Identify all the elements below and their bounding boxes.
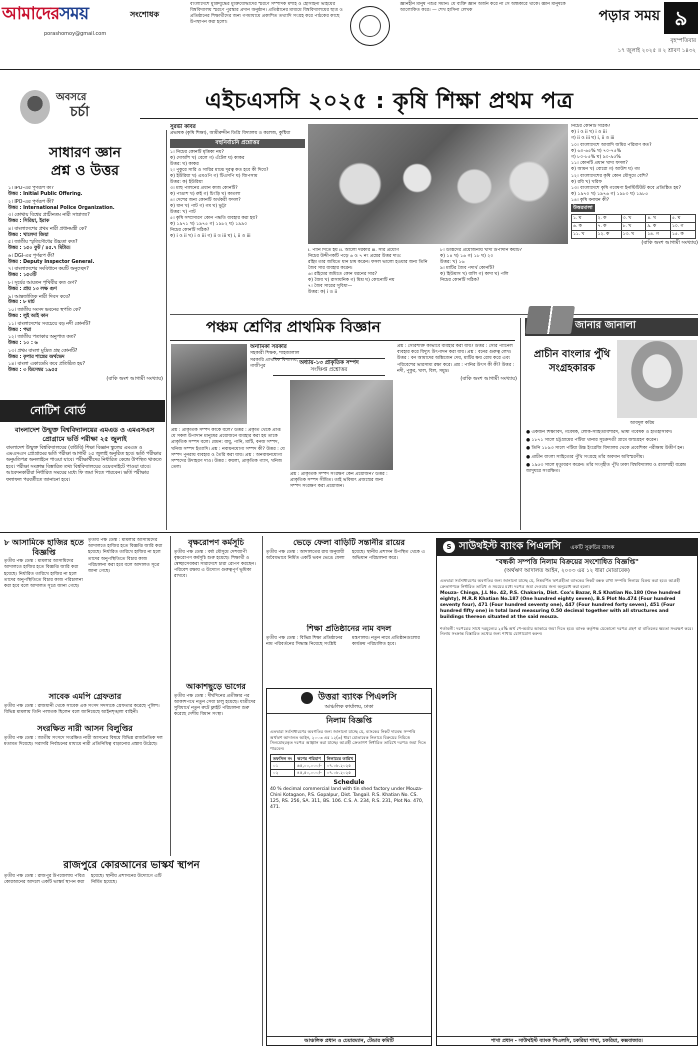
gk-question: ১৩। প্রথম বাংলা মুদ্রিত গ্রন্থ কোনটি?: [8, 348, 78, 354]
dateline: ১৭ জুলাই ২০২৫ ॥ ২ শ্রাবণ ১৪৩২: [617, 48, 696, 54]
jane-fact-text: একজন শিক্ষাবিদ, গবেষক, লোক-সাহিত্যবিশারদ, ভাষা গবেষক ও ইতিহাসবিদ।: [531, 430, 673, 435]
news-headline: ৮ আসামিকে হাজির হতে বিজ্ঞপ্তি: [4, 538, 84, 557]
auction-cell: ৪৫,৫০,০০০/-: [295, 769, 325, 776]
mcq-line: ক) i ও ii খ) i ও iii গ) ii ও iii ঘ) i, ii ও iii: [170, 233, 251, 239]
answer-cell: ৬. ক: [572, 223, 597, 231]
auction-cell: তফসিল নং: [271, 755, 295, 762]
hsc-headline: এইচএসসি ২০২৫ : কৃষি শিক্ষা প্রথম পত্র: [205, 89, 574, 114]
gk-answer: উত্তর : ১৫৩টি: [8, 273, 37, 279]
answer-cell: ২. ক: [596, 215, 621, 223]
notice-body: বাংলাদেশ উন্মুক্ত বিশ্ববিদ্যালয়ের (বাউবি) শিক্ষা বিজ্ঞান স্কুলের এমএড ও এমএসএস প্রোগ্রামের ভর্তি পরীক্ষা আগামী ২৫ জুলাই অনুষ্ঠিত হবে। ভর্তি পরীক্ষার অনুমতিপত্র অনলাইনে পাওয়া যাবে। পরীক্ষার্থীদের নির্ধারিত কেন্দ্রে উপস্থিত থাকতে হবে। পরীক্ষা সংক্রান্ত বিস্তারিত তথ্য বিশ্ববিদ্যালয়ের ওয়েবসাইটে পাওয়া যাবে। আবেদনকারীরা নির্ধারিত সময়ের মধ্যে ফি জমা দিতে পারবেন। ভর্তি পরীক্ষার ফলাফল পরবর্তীতে জানানো হবে।: [6, 445, 162, 483]
gk-list: [8, 186, 163, 386]
publication-logo[interactable]: [2, 4, 110, 37]
answer-cell: ১৩. খ: [621, 231, 646, 239]
jane-fact: [526, 438, 698, 444]
masthead: [0, 0, 700, 70]
gk-item: [8, 308, 163, 320]
gk-item: [8, 295, 163, 307]
gk-title: সাধারণ জ্ঞান: [48, 145, 122, 161]
divider: [262, 536, 263, 1046]
auction-cell: ০২: [271, 769, 295, 776]
southeast-bank-header: [437, 539, 697, 556]
news-headline: বৃক্ষরোপণ কর্মসূচি: [188, 538, 244, 547]
news-headline: আকাশছুড়ে ভাগের: [186, 682, 246, 691]
answer-table: [571, 214, 696, 239]
science-column-3: [397, 344, 517, 528]
news-body: তৃতীয় পক্ষ ডেস্ক : মামলার আসামিদের আদালতে হাজির হতে বিজ্ঞপ্তি জারি করা হয়েছে। নির্ধারিত তারিখে হাজির না হলে তাদের অনুপস্থিতিতে বিচার কাজ পরিচালনা করা হবে বলে আদালত সূত্রে জানা গেছে।: [4, 559, 83, 589]
gk-item: [8, 254, 163, 266]
news-article: [266, 538, 432, 618]
mcq-line: ২। পুকুরে সারি ও সারির মাঝে দূরত্ব কত হবে কী দিয়ে?: [170, 168, 269, 174]
jane-headline: প্রাচীন বাংলার পুঁথি সংগ্রহকারক: [533, 349, 611, 374]
hsc-author-role: প্রভাষক (কৃষি শিক্ষা), আমীরুদ্দীন ডিগ্রি বিদ্যালয় ও কলেজ, কুষ্টিয়া: [170, 131, 291, 137]
mcq-line: ৭। জৈব সারের সুবিধা—: [308, 283, 353, 289]
news-article: [266, 624, 432, 684]
gk-answer: উত্তর : পদ্মা: [8, 327, 32, 333]
mcq-line: উত্তর: ক) i ও ii: [308, 289, 337, 295]
mcq-line: ৫। কৃষি সম্প্রসারণ কোন পদ্ধতি ব্যবহার করা হয়?: [170, 215, 258, 221]
gk-answer: উত্তর : ৮ মার্চ: [8, 300, 35, 306]
answer-cell: ১১. খ: [572, 231, 597, 239]
divider: [170, 340, 515, 341]
mcq-line: ১১। কোনটি প্রধান খাদ্য ফসল?: [571, 161, 628, 167]
mcq-line: ক) পাঙাশ খ) রুই গ) চিংড়ি ঘ) কাতলা: [170, 192, 241, 198]
mcq-line: উত্তর: খ) পাট: [170, 209, 196, 215]
science-column-2: প্রশ্ন : প্রাকৃতিক সম্পদ সংরক্ষণ কেন প্রয়োজন? উত্তর : প্রাকৃতিক সম্পদ সীমিত। তাই ভবিষ্যৎ প্রজন্মের জন্য সম্পদ সংরক্ষণ করা প্রয়োজন।: [290, 472, 388, 490]
mcq-line: ৬। রহিমের জমিতে কোন ধরনের সার?: [308, 271, 378, 277]
chapter-subtitle: সংক্ষিপ্ত প্রশ্নোত্তর: [310, 366, 348, 373]
jane-fact: [526, 446, 698, 452]
jane-fact: [526, 455, 698, 461]
chapter-name: অধ্যায়-১৩ প্রাকৃতিক সম্পদ: [299, 360, 359, 366]
auction-cell: ৬৫,০০,০০০/-: [295, 762, 325, 769]
uttara-notice-body: এতদ্বারা সর্বসাধারণের অবগতির জন্য জানানো যাচ্ছে যে, ব্যাংকের নিকট দায়বদ্ধ সম্পত্তি অর্থঋণ আদালত আইন, ২০০৩ এর ১২(৩) ধারা মোতাবেক নিলামে বিক্রয়ের নিমিত্তে সিলমোহরকৃত দরপত্র আহ্বান করা যাচ্ছে। আগ্রহী ক্রেতাগণ নির্ধারিত তারিখে দরপত্র জমা দিতে পারবেন।: [270, 729, 427, 751]
mcq-line: রহিম তার জমিতে ধান চাষ করেন। ফসল ভালো হওয়ার জন্য তিনি জৈব সার ব্যবহার করেন।: [308, 259, 428, 271]
uttara-footer: আঞ্চলিক প্রধান ও চেয়ারম্যান, টেন্ডার কমিটি: [267, 1036, 431, 1045]
gk-item: [8, 186, 163, 198]
chapter-title: [273, 358, 385, 376]
hsc-column-2: [308, 248, 436, 314]
classroom-photo: [290, 380, 393, 470]
gk-answer: উত্তর : লুই আই কান: [8, 314, 49, 320]
mcq-line: ক) i ও ii খ) i ও iii: [571, 130, 607, 136]
gk-answer: উত্তর : কৃপার শাস্ত্রের অর্থভেদ: [8, 354, 65, 360]
property-description: Mouza- Chinga, J.L No. 42, P.S. Chakaria, Dist. Cox's Bazar, R.S Khatian No.180 (One hundred eighty), M.R.R Khatian No.187 (One hundred eighty seven), B.S Plot No.474 (Four hundred seventy four), 471 (Four hundred seventy one), 447 (Four hundred forty seven), 451 (Four hundred fifty one) in total land measuring 0.50 decimal together with all structures and buildings thereon situated at the said mouza.: [440, 591, 681, 620]
mcq-list: [440, 248, 568, 284]
jane-fact-text: প্রাচীন বাংলা সাহিত্যের পুঁথি সংগ্রহে তাঁর অবদান অবিস্মরণীয়।: [531, 454, 645, 460]
gk-item: [8, 281, 163, 293]
mcq-line: ক) জৈব খ) রাসায়নিক গ) মিশ্র ঘ) কোনোটি নয়: [308, 277, 395, 283]
news-body: তৃতীয় পক্ষ ডেস্ক : রাজধানী থেকে সাবেক এক সংসদ সদস্যকে গ্রেফতার করেছে পুলিশ। বিভিন্ন মামলায় তিনি পলাতক ছিলেন বলে জানিয়েছে আইনশৃঙ্খলা বাহিনী।: [4, 703, 160, 715]
gk-answer: উত্তর : ১০ : ৬: [8, 341, 38, 347]
news-headline: ভেড়ে ফেলা বাড়িটি সন্তানীর রায়ের: [293, 538, 405, 547]
hsc-column-3: [440, 248, 568, 314]
jane-fact: [526, 430, 698, 436]
answer-cell: ১০. গ: [670, 223, 695, 231]
children-reading-photo: [171, 344, 247, 424]
auction-cell: ০১: [271, 762, 295, 769]
gk-item: [8, 349, 163, 361]
gk-answer: উত্তর : Deputy Inspector General.: [8, 259, 95, 265]
mcq-heading: বহুনির্বাচনি প্রশ্নোত্তর: [170, 139, 305, 148]
answer-cell: ৫. ঘ: [670, 215, 695, 223]
gk-answer: উত্তর : খালেদা জিয়া: [8, 232, 49, 238]
mcq-line: ১৪। কৃষি বনায়ন কী?: [571, 198, 610, 204]
divider: [140, 118, 698, 119]
science-author-role: সহকারী শিক্ষক, শাহজালাল সরকারি প্রাথমিক বিদ্যালয়, গাজীপুর: [250, 351, 300, 369]
bullet-icon: ●: [526, 430, 532, 435]
divider: [170, 536, 171, 856]
news-headline: রাজপুরে কোরআনের ভাস্কর্য স্থাপন: [63, 860, 200, 871]
news-body: তৃতীয় পক্ষ ডেস্ক : জাতীয় সংসদে সংরক্ষিত নারী আসনের বিষয়ে বিভিন্ন রাজনৈতিক দল মতামত দিয়েছে। সরাসরি নির্বাচনের মাধ্যমে নারী প্রতিনিধিত্ব বাড়ানোর প্রস্তাব উঠেছে।: [4, 735, 163, 747]
schedule-text: 40 % decimal commercial land with tin shed factory under Mouza- Chini Kotagaon, P.S. Gopalpur, Dist. Tangail. R.S. Khatian No. CS. 125, RS. 256, SA. 311, BS. 106. C.S. A. 234, R.S. 231, Plot No. 470, 471.: [270, 787, 424, 811]
answer-cell: ৭. ক: [596, 223, 621, 231]
mcq-line: ক) ১৪ খ) ১৬ গ) ১৮ ঘ) ২০: [440, 253, 494, 259]
gk-question: ২। IPO-এর পূর্ণরূপ কী?: [8, 199, 54, 205]
column-logo-line2: চর্চা: [70, 104, 90, 120]
gk-item: [8, 227, 163, 239]
hsc-column-4: [571, 124, 698, 296]
mcq-line: উত্তর: ঘ) কাকর: [170, 162, 199, 168]
auction-cell: ০৭.০৮.২০২৫: [324, 762, 355, 769]
mcq-list: [571, 124, 698, 204]
science-author: অনামিকা সরকার: [250, 344, 287, 350]
gk-item: [8, 200, 163, 212]
answer-cell: ৩. খ: [621, 215, 646, 223]
gk-answer: উত্তর : প্রায় ১৩ লক্ষ গুণ: [8, 286, 57, 292]
gk-item: [8, 362, 163, 374]
auction-body: এতদ্বারা সর্বসাধারণের অবগতির জন্য জানানো যাচ্ছে যে, নিম্নবর্ণিত ঋণগ্রহীতা ব্যাংকের নিকট বন্ধক রাখা সম্পত্তি নিলামে বিক্রয় করা হবে। আগ্রহী ক্রেতাগণকে নির্ধারিত তারিখ ও সময়ের মধ্যে দরপত্র জমা দেওয়ার জন্য অনুরোধ করা হলো।: [440, 578, 681, 589]
header-quote: জ্ঞানহীন মানুষ পশুর সমান। যে ব্যক্তি জ্ঞান অর্জন করে না সে অন্ধকারে থাকে। জ্ঞান মানুষকে আলোকিত করে। — শেখ হাসিনা লেখক: [400, 2, 566, 14]
gk-question: ১০। জাতীয় সংসদ ভবনের স্থপতি কে?: [8, 308, 81, 314]
news-article: [4, 860, 259, 1046]
mcq-line: নিচের কোনটি সঠিক?: [170, 227, 210, 233]
mcq-line: নিচের কোনটি সঠিক?: [440, 277, 480, 283]
gk-question: ৩। কোথায় বিশ্বের প্রাচীনতম নারী সাম্রাজ্য?: [8, 213, 90, 219]
uttara-office: আঞ্চলিক কার্যালয়, ঢাকা: [324, 704, 374, 710]
bullet-icon: ●: [526, 462, 532, 468]
answer-cell: ৮. খ: [621, 223, 646, 231]
students-celebration-photo: [308, 124, 568, 244]
reader-icon: [20, 90, 50, 124]
auction-notice-title: "বন্ধকী সম্পত্তি নিলাম বিক্রয়ের সংশোধিত বিজ্ঞপ্তি": [495, 557, 639, 566]
gk-question: ৭। বাংলাদেশের সংবিধানে কয়টি অনুচ্ছেদ?: [8, 267, 89, 273]
header-blurb: বাংলাদেশে মুক্তিযুদ্ধের মুক্তিযোদ্ধাদের স্মরণে সম্পাদক মশাই ও হোসাইনী ভাইয়ের বিশ্ববিদ্যালয় স্মরণে পুরস্কার প্রদান অনুষ্ঠান। প্রতিষ্ঠানের মাধ্যমে বিশ্ববিদ্যালয়ের ছাত্র ও প্রতিষ্ঠানের শিক্ষার্থীদের জন্য গণমাধ্যমে প্রকাশিত তথ্যাদি সংগ্রহ করে পাঠকের কাছে উপস্থাপন করা হলো।: [190, 2, 343, 25]
jane-facts: [526, 430, 698, 530]
auction-cell: ০৭.০৮.২০২৫: [324, 769, 355, 776]
gk-question: ১২। জাতীয় পতাকার অনুপাত কত?: [8, 335, 76, 341]
news-headline: শিক্ষা প্রতিষ্ঠানের নাম বদল: [306, 624, 392, 633]
gk-answer: উত্তর : সিরিয়া, ইরাক: [8, 219, 50, 225]
news-article: [4, 692, 166, 802]
gk-item: [8, 335, 163, 347]
mcq-line: উত্তর: খ) ১৬: [440, 259, 465, 265]
southeast-tagline: একটি সুরুচির ব্যাংক: [570, 545, 615, 551]
jane-fact-text: ১৯৫৩ সালে মৃত্যুবরণ করেন। তাঁর সংগৃহীত পুঁথি ঢাকা বিশ্ববিদ্যালয় ও রাজশাহী বরেন্দ্র জাদুঘরে সংরক্ষিত।: [526, 462, 686, 474]
divider: [170, 314, 698, 315]
mcq-line: ৮। উদ্ভিদের প্রয়োজনীয় খাদ্য উপাদান কয়টি?: [440, 248, 522, 253]
mcq-line: ক) দোআঁশ খ) বেলে গ) এঁটেল ঘ) কাকর: [170, 156, 245, 162]
column-logo-line1: অবসরে: [56, 92, 87, 103]
answer-cell: ১৫. ক: [670, 231, 695, 239]
mcq-line: ক) ইউরিয়া খ) এমওপি গ) টিএসপি ঘ) জিপসাম: [170, 174, 258, 180]
news-headline: সংরক্ষিত নারী আসন বিলুপ্তির: [37, 723, 133, 733]
mcq-line: ১০। বাংলাদেশে আবাদি জমির পরিমাণ কত?: [571, 142, 652, 148]
notice-article: [6, 424, 163, 528]
weekday: বৃহস্পতিবার: [670, 38, 696, 44]
gk-question: ১১। বাংলাদেশের সবচেয়ে বড় নদী কোনটি?: [8, 321, 91, 327]
book-icon: [525, 306, 575, 334]
auction-law: (অর্থঋণ আদালত আইন, ২০০৩ এর ১২ ধারা মোতাবেক): [504, 568, 630, 575]
divider: [520, 318, 521, 530]
mcq-line: ৯। মাটির জৈব পদার্থ কোনটি?: [440, 265, 495, 271]
news-article: [4, 538, 84, 688]
bullet-icon: ●: [526, 446, 532, 452]
continued-note: (বাকি অংশ আগামী সংখ্যায়): [106, 375, 163, 382]
science-column-1: প্রশ্ন : প্রাকৃতিক সম্পদ কাকে বলে? উত্তর : প্রকৃতি থেকে প্রাপ্ত যে সকল উপাদান মানুষের প্রয়োজনে ব্যবহার করা হয় তাকে প্রাকৃতিক সম্পদ বলে। যেমন: বায়ু, পানি, মাটি, বনজ সম্পদ, খনিজ সম্পদ ইত্যাদি। প্রশ্ন : নবায়নযোগ্য সম্পদ কী? উত্তর : যে সম্পদ পুনরায় ব্যবহার ও তৈরি করা যায়। প্রশ্ন : অনবায়নযোগ্য সম্পদের উদাহরণ দাও। উত্তর : কয়লা, প্রাকৃতিক গ্যাস, খনিজ তেল।: [171, 428, 285, 471]
uttara-notice-title: নিলাম বিজ্ঞপ্তি: [326, 716, 372, 726]
hsc-column-1: [170, 124, 305, 314]
auction-cell: ঋণের পরিমাণ: [295, 755, 325, 762]
mcq-line: ক) ৬০-৬৫% খ) ৭০-৭৫%: [571, 148, 622, 154]
emblem-icon: [350, 6, 390, 46]
gk-question: ৮। সূর্যের আয়তন পৃথিবীর কত গুণ?: [8, 280, 77, 286]
mcq-list: [170, 150, 305, 240]
notice-board-title: নোটিশ বোর্ড: [30, 404, 86, 417]
auction-table: [270, 754, 356, 777]
section-title: পড়ার সময়: [598, 8, 660, 24]
mcq-line: ১। নিচের কোনটি মৃত্তিকা নয়?: [170, 150, 224, 156]
gk-question: ১। IPO-এর পূর্ণরূপ কী?: [8, 186, 54, 191]
gk-answer: উত্তর : Initial Public Offering.: [8, 191, 83, 197]
jane-fact-text: তিনি ১৮৯৩ সালে পটিয়া উচ্চ ইংরেজি বিদ্যালয় থেকে প্রবেশিকা পরীক্ষায় উত্তীর্ণ হন।: [531, 446, 685, 452]
news-body: তৃতীয় পক্ষ ডেস্ক : বর্ষা মৌসুমে দেশব্যাপী বৃক্ষরোপণ কর্মসূচি শুরু হয়েছে। শিক্ষার্থী ও স্বেচ্ছাসেবকরা সারাদেশে চারা রোপণ করছেন। পরিবেশ রক্ষায় এ উদ্যোগ গুরুত্বপূর্ণ ভূমিকা রাখবে।: [174, 549, 256, 580]
divider: [0, 532, 700, 533]
southeast-footer: শাখা প্রধান - সাউথইস্ট ব্যাংক পিএলসি, চকরিয়া শাখা, চকরিয়া, কক্সবাজার।: [437, 1036, 697, 1045]
mcq-line: ক) ধান খ) পাট গ) গম ঘ) ভুট্টা: [170, 203, 227, 209]
news-headline: সাবেক এমপি গ্রেফতার: [48, 692, 122, 701]
mcq-line: ক) হিউমাস খ) বালি গ) কাদা ঘ) পলি: [440, 271, 509, 277]
answer-cell: ১২. ক: [596, 231, 621, 239]
bank-logo-icon: [301, 692, 313, 704]
portrait-photo: [617, 340, 697, 418]
notice-headline: বাংলাদেশ উন্মুক্ত বিশ্ববিদ্যালয়ের এমএড ও এমএসএস প্রোগ্রামে ভর্তি পরীক্ষা ২৫ জুলাই: [14, 426, 155, 443]
gk-question: ৬। DGI-এর পূর্ণরূপ কী?: [8, 253, 55, 259]
jane-banner-title: জানার জানালা: [575, 320, 636, 331]
mcq-line: ক) ১৯৭০ খ) ১৯৭৬ গ) ১৯৮০ ঘ) ১৯৮৫: [571, 192, 649, 198]
notice-board-banner: [0, 400, 165, 422]
science-headline: পঞ্চম শ্রেণির প্রাথমিক বিজ্ঞান: [206, 318, 381, 336]
answers-label: উত্তরমালা: [573, 204, 593, 211]
science-text: প্রশ্ন : সৌরশক্তি কীভাবে ব্যবহার করা যায়? উত্তর : সৌর প্যানেল ব্যবহার করে বিদ্যুৎ উৎপাদন করা যায়। প্রশ্ন : বনের গুরুত্ব লেখ। উত্তর : বন আমাদের অক্সিজেন দেয়, মাটির ক্ষয় রোধ করে এবং পরিবেশের ভারসাম্য রক্ষা করে। প্রশ্ন : পানির উৎস কী কী? উত্তর : নদী, পুকুর, খাল, বিল, সমুদ্র।: [397, 344, 515, 374]
hsc-author: সুরভী কবির: [170, 124, 196, 130]
gk-item: [8, 267, 163, 279]
gk-heading: [10, 145, 160, 180]
divider: [166, 130, 167, 530]
gk-question: ৪। বাংলাদেশের প্রথম নারী প্রধানমন্ত্রী কে?: [8, 226, 87, 232]
logo-word-right: সময়: [59, 4, 89, 24]
mcq-line: ৪। দেশের জন্য কোনটি অর্থকরী ফসল?: [170, 198, 241, 203]
mcq-line: উত্তর: ক) ইউরিয়া: [170, 180, 203, 186]
jane-fact: [526, 463, 698, 475]
answer-cell: ৪. খ: [646, 215, 671, 223]
news-body: তৃতীয় পক্ষ ডেস্ক : মামলার আসামিদের আদালতে হাজির হতে বিজ্ঞপ্তি জারি করা হয়েছে। নির্ধারিত তারিখে হাজির না হলে তাদের অনুপস্থিতিতে বিচার কাজ পরিচালনা করা হবে বলে আদালত সূত্রে জানা গেছে।: [88, 538, 163, 574]
mcq-line: i. পানি দিতে হয় ii. আলো দরকার iii. সার প্রয়োগ: [308, 248, 400, 253]
southeast-bank-name: সাউথইস্ট ব্যাংক পিএলসি: [459, 541, 561, 552]
gk-answer: উত্তর : International Police Organization.: [8, 205, 115, 211]
mcq-line: ক) ১৯৭১ খ) ১৯৭৫ গ) ১৯৮২ ঘ) ১৯৯০: [170, 221, 248, 227]
news-body: তৃতীয় পক্ষ ডেস্ক : দীর্ঘদিনের প্রতীক্ষার পর আকাশপথে নতুন সেবা চালু হয়েছে। যাত্রীদের সুবিধার্থে নতুন রুটে ফ্লাইট পরিচালনা শুরু করেছে দেশীয় বিমান সংস্থা।: [174, 693, 256, 718]
gk-question: ৯। আন্তর্জাতিক নারী দিবস কবে?: [8, 294, 71, 300]
bank-logo-icon: S: [443, 541, 455, 553]
news-body: তৃতীয় পক্ষ ডেস্ক : রাজপুর উপজেলায় পবিত্র কোরআনের আদলে একটি ভাস্কর্য স্থাপন করা হয়েছে। স্থানীয় প্রশাসনের উদ্যোগে এটি নির্মিত হয়েছে।: [4, 874, 162, 886]
answer-cell: ৯. ক: [646, 223, 671, 231]
mcq-line: নিচের কোনটি সঠিক?: [571, 124, 611, 129]
mcq-list: [308, 248, 436, 296]
auction-terms: শর্তাবলী: দরপত্রের সাথে দরমূল্যের ২৫% অর্থ পে-অর্ডার আকারে জমা দিতে হবে। ব্যাংক কর্তৃপক্ষ যেকোনো দরপত্র গ্রহণ বা বাতিলের ক্ষমতা সংরক্ষণ করে। নিলাম সংক্রান্ত বিস্তারিত তথ্যের জন্য শাখায় যোগাযোগ করুন।: [440, 625, 693, 637]
bullet-icon: ●: [526, 438, 532, 444]
gk-question: ৫। জাতীয় স্মৃতিসৌধের উচ্চতা কত?: [8, 240, 78, 246]
gk-item: [8, 213, 163, 225]
gk-subtitle: প্রশ্ন ও উত্তর: [51, 162, 119, 179]
logo-email[interactable]: porashomoy@gmail.com: [44, 31, 107, 37]
column-logo: [14, 90, 134, 130]
continued-note: (বাকি অংশ আগামী সংখ্যায়): [641, 240, 698, 246]
news-article: [174, 682, 258, 852]
mcq-line: ৩। মাছ পালনের প্রধান কাজ কোনটি?: [170, 186, 238, 192]
continued-note: (বাকি অংশ আগামী সংখ্যায়): [460, 375, 517, 382]
news-article: [174, 538, 258, 678]
mcq-line: গ) ii ও iii ঘ) i, ii ও iii: [571, 136, 615, 142]
gk-question: ১৪। বাংলা একাডেমি কবে প্রতিষ্ঠিত হয়?: [8, 362, 86, 368]
bullet-icon: ●: [526, 454, 532, 460]
gk-item: [8, 240, 163, 252]
answer-cell: ১৪. গ: [646, 231, 671, 239]
news-article: [88, 538, 166, 688]
jane-fact-text: ১৮৭১ সালে চট্টগ্রামের পটিয়া থানার সুচক্রদণ্ডী গ্রামে জন্মগ্রহণ করেন।: [531, 438, 659, 444]
southeast-bank-ad: [436, 538, 698, 1046]
portrait-caption: আবদুল করিম: [630, 421, 655, 426]
answer-cell: ১. ঘ: [572, 215, 597, 223]
uttara-bank-name: উত্তরা ব্যাংক পিএলসি: [318, 692, 397, 703]
auction-cell: নিলামের তারিখ: [324, 755, 355, 762]
mcq-line: ক) রবি খ) খরিফ: [571, 179, 602, 185]
gk-answer: উত্তর : ১৫০ ফুট / ৪৫.৭ মিটার।: [8, 246, 71, 252]
uttara-bank-ad: [266, 688, 432, 1046]
mcq-line: ১২। বাংলাদেশের কৃষি কোন মৌসুমে বেশি?: [571, 173, 649, 179]
mcq-line: নিচের উদ্দীপকটি পড়ে ৬ ও ৭ নং প্রশ্নের উত্তর দাও:: [308, 253, 402, 259]
mcq-line: ক) আমন খ) বোরো গ) আউশ ঘ) গম: [571, 167, 640, 173]
edition-label: সংশোধক: [130, 10, 160, 19]
logo-word-left: আমাদের: [2, 4, 60, 24]
gk-item: [8, 322, 163, 334]
news-body: তৃতীয় পক্ষ ডেস্ক : বিভিন্ন শিক্ষা প্রতিষ্ঠানের নাম পরিবর্তনের সিদ্ধান্ত নিয়েছে সংশ্লিষ্ট মন্ত্রণালয়। নতুন নামে প্রতিষ্ঠানগুলোর কার্যক্রম পরিচালিত হবে।: [266, 635, 420, 647]
mcq-line: ১৩। বাংলাদেশে কৃষি গবেষণা ইনস্টিটিউট কবে প্রতিষ্ঠিত হয়?: [571, 185, 682, 191]
page-number: ৯: [664, 2, 698, 34]
schedule-heading: Schedule: [333, 778, 365, 786]
news-body: তৃতীয় পক্ষ ডেস্ক : আদালতের রায় অনুযায়ী অবৈধভাবে নির্মিত একটি ভবন ভেঙে ফেলা হয়েছে। স্থানীয় প্রশাসন উপস্থিত থেকে এ অভিযান পরিচালনা করে।: [266, 549, 425, 561]
gk-answer: উত্তর : ৩ ডিসেম্বর ১৯৫৫: [8, 368, 58, 374]
mcq-line: গ) ৮০-৮৫% ঘ) ৯০-৯৫%: [571, 154, 621, 160]
